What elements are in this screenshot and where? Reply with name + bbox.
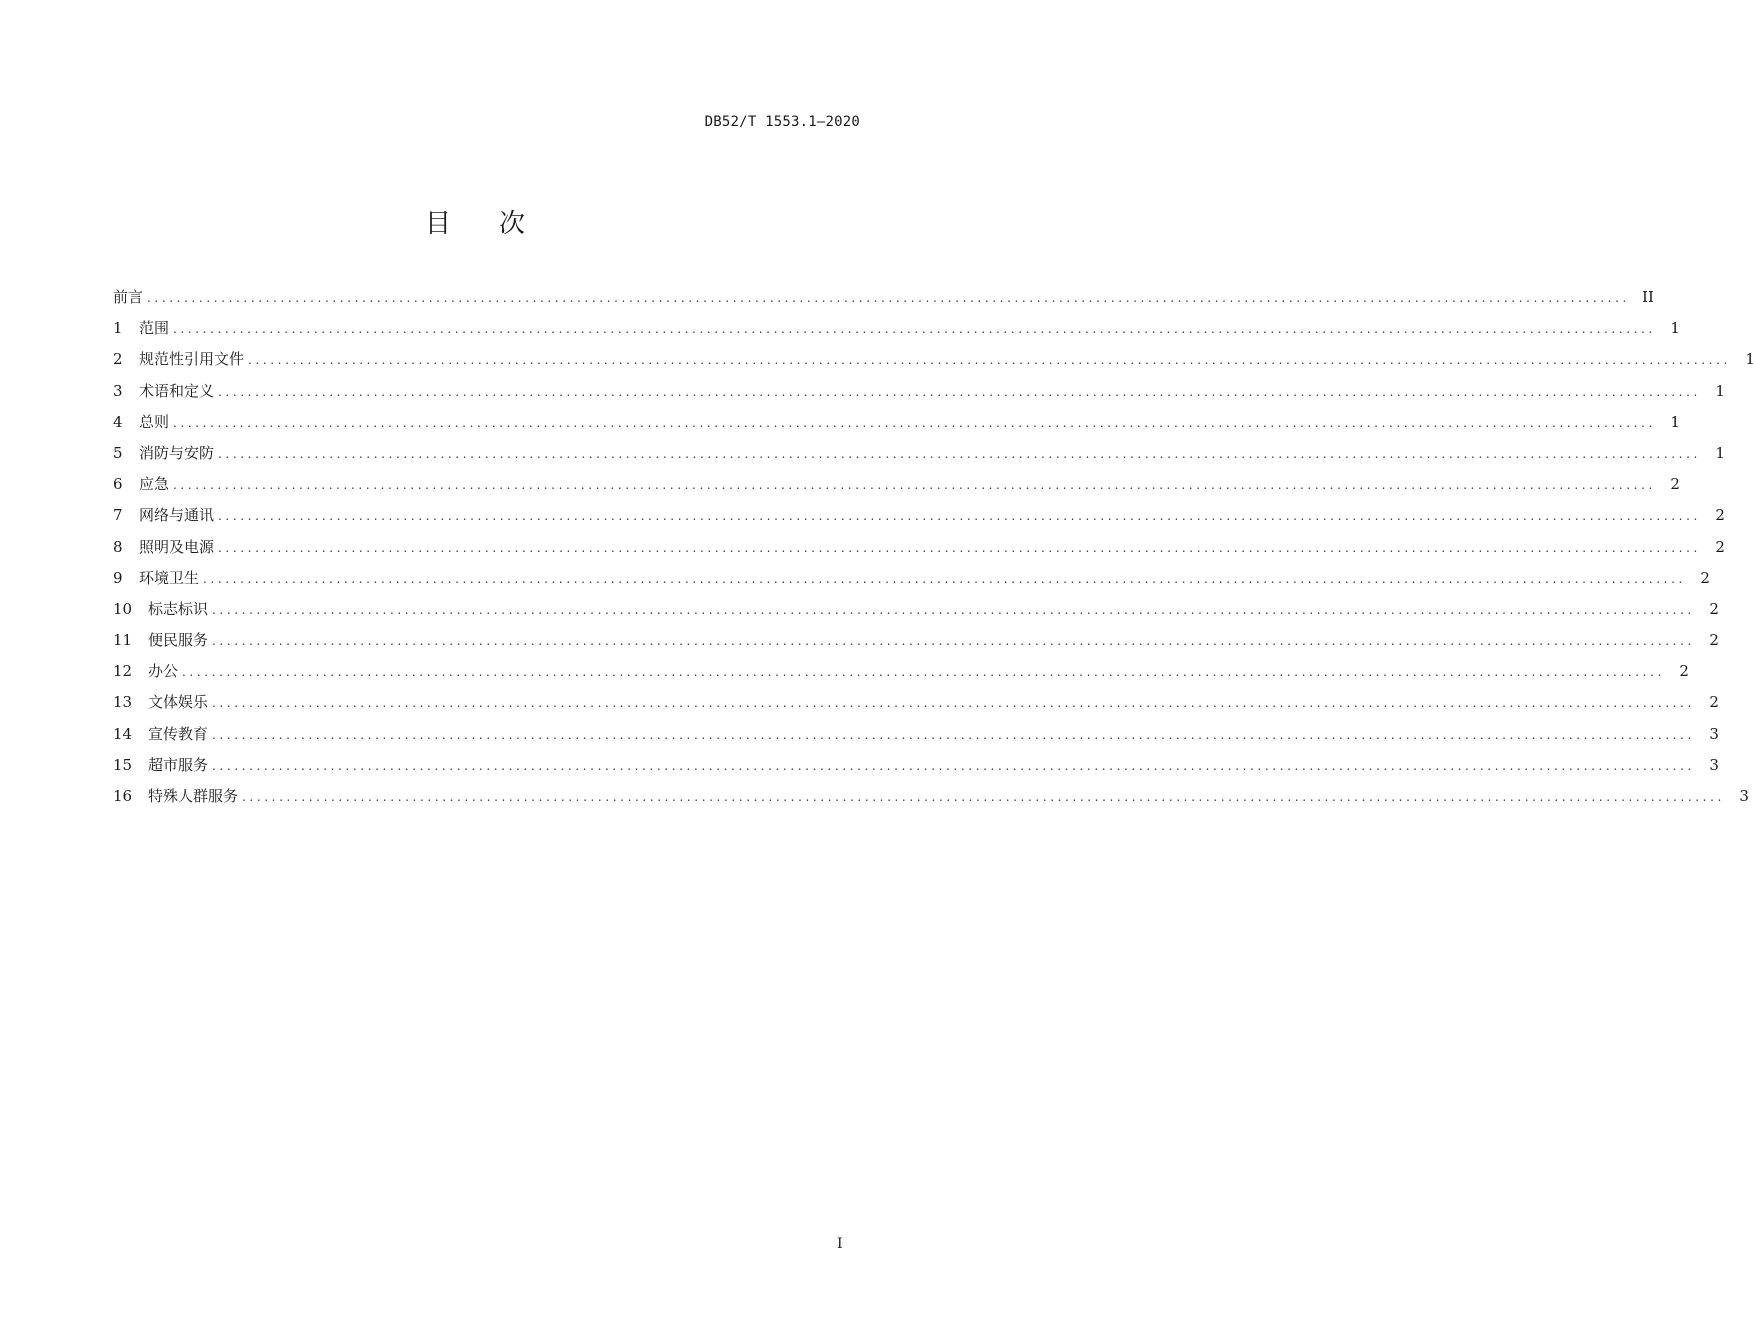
- toc-entry-label: 范围: [139, 319, 170, 338]
- toc-entry-number: 9: [113, 568, 123, 587]
- toc-entry-number: 4: [113, 412, 123, 431]
- toc-entry-label: 总则: [139, 412, 170, 431]
- title-char-2: 次: [499, 209, 526, 239]
- toc-entry-number: 2: [113, 350, 123, 369]
- toc-entry-label: 术语和定义: [139, 381, 215, 400]
- toc-entry-page: 2: [1715, 537, 1725, 556]
- toc-entry[interactable]: [113, 287, 1654, 318]
- toc-leader-dots: ........................................................................................................................................................................................................: [218, 509, 1701, 524]
- toc-entry[interactable]: [113, 412, 1680, 443]
- toc-leader-dots: ........................................................................................................................................................................................................: [182, 665, 1665, 680]
- table-of-contents: [113, 287, 1755, 817]
- toc-entry-label: 前言: [113, 288, 144, 306]
- toc-entry-label: 照明及电源: [139, 537, 215, 556]
- toc-entry-page: 2: [1709, 599, 1719, 618]
- toc-entry-number: 13: [113, 693, 133, 712]
- toc-entry[interactable]: [113, 537, 1725, 568]
- toc-entry[interactable]: [113, 568, 1710, 599]
- toc-entry-label: 应急: [139, 475, 170, 494]
- toc-entry[interactable]: [113, 349, 1755, 380]
- toc-entry-page: 2: [1709, 693, 1719, 712]
- toc-entry-page: 2: [1700, 568, 1710, 587]
- toc-entry[interactable]: [113, 630, 1719, 661]
- toc-entry-page: II: [1642, 288, 1654, 306]
- toc-entry-page: 1: [1745, 350, 1755, 369]
- toc-leader-dots: ........................................................................................................................................................................................................: [218, 446, 1701, 461]
- toc-entry-number: 5: [113, 443, 123, 462]
- toc-entry-page: 2: [1715, 506, 1725, 525]
- toc-leader-dots: ........................................................................................................................................................................................................: [218, 384, 1701, 399]
- toc-entry-number: 10: [113, 599, 133, 618]
- page-number: I: [837, 1236, 843, 1252]
- toc-leader-dots: ........................................................................................................................................................................................................: [218, 540, 1701, 555]
- toc-entry-number: 12: [113, 662, 133, 681]
- toc-leader-dots: ........................................................................................................................................................................................................: [242, 790, 1725, 804]
- toc-entry-number: 3: [113, 381, 123, 400]
- toc-entry[interactable]: [113, 505, 1725, 536]
- toc-entry[interactable]: [113, 443, 1725, 474]
- toc-entry-page: 2: [1670, 475, 1680, 494]
- toc-leader-dots: ........................................................................................................................................................................................................: [212, 758, 1695, 773]
- page-title: [0, 203, 950, 240]
- toc-entry-number: 14: [113, 724, 133, 743]
- toc-entry-label: 消防与安防: [139, 443, 215, 462]
- toc-entry[interactable]: [113, 381, 1725, 412]
- toc-entry-number: 8: [113, 537, 123, 556]
- toc-leader-dots: ........................................................................................................................................................................................................: [248, 353, 1731, 368]
- toc-entry-page: 1: [1715, 443, 1725, 462]
- toc-entry[interactable]: [113, 661, 1689, 692]
- toc-entry-label: 办公: [148, 662, 179, 681]
- toc-leader-dots: ........................................................................................................................................................................................................: [212, 727, 1695, 742]
- toc-entry-label: 宣传教育: [148, 724, 209, 743]
- toc-leader-dots: ........................................................................................................................................................................................................: [212, 634, 1695, 649]
- toc-leader-dots: ........................................................................................................................................................................................................: [203, 571, 1686, 586]
- toc-entry[interactable]: [113, 755, 1719, 786]
- toc-leader-dots: ........................................................................................................................................................................................................: [147, 291, 1630, 305]
- toc-entry[interactable]: [113, 474, 1680, 505]
- toc-entry-label: 环境卫生: [139, 568, 200, 587]
- toc-leader-dots: ........................................................................................................................................................................................................: [212, 696, 1695, 711]
- document-code: DB52/T 1553.1—2020: [704, 114, 860, 130]
- toc-entry-label: 标志标识: [148, 599, 209, 618]
- toc-entry-label: 网络与通讯: [139, 506, 215, 525]
- toc-entry-number: 11: [113, 631, 133, 650]
- toc-entry-label: 规范性引用文件: [139, 350, 245, 369]
- toc-entry[interactable]: [113, 724, 1719, 755]
- toc-entry-number: 6: [113, 475, 123, 494]
- toc-entry-page: 3: [1709, 755, 1719, 774]
- toc-entry-label: 超市服务: [148, 755, 209, 774]
- toc-entry-page: 2: [1709, 631, 1719, 650]
- toc-leader-dots: ........................................................................................................................................................................................................: [173, 415, 1656, 430]
- toc-entry[interactable]: [113, 318, 1680, 349]
- toc-entry-label: 特殊人群服务: [148, 787, 239, 805]
- toc-entry-page: 1: [1670, 412, 1680, 431]
- toc-entry-number: 16: [113, 787, 133, 805]
- toc-entry-page: 1: [1670, 319, 1680, 338]
- toc-entry-number: 7: [113, 506, 123, 525]
- toc-leader-dots: ........................................................................................................................................................................................................: [212, 602, 1695, 617]
- toc-entry[interactable]: [113, 786, 1749, 817]
- toc-entry[interactable]: [113, 692, 1719, 723]
- title-char-1: 目: [424, 209, 451, 239]
- toc-entry-number: 15: [113, 755, 133, 774]
- toc-entry-label: 便民服务: [148, 631, 209, 650]
- toc-entry-page: 2: [1679, 662, 1689, 681]
- toc-entry-label: 文体娱乐: [148, 693, 209, 712]
- toc-leader-dots: ........................................................................................................................................................................................................: [173, 478, 1656, 493]
- toc-entry-page: 1: [1715, 381, 1725, 400]
- toc-entry-page: 3: [1709, 724, 1719, 743]
- toc-entry-number: 1: [113, 319, 123, 338]
- toc-leader-dots: ........................................................................................................................................................................................................: [173, 322, 1656, 337]
- toc-entry[interactable]: [113, 599, 1719, 630]
- toc-entry-page: 3: [1739, 787, 1749, 805]
